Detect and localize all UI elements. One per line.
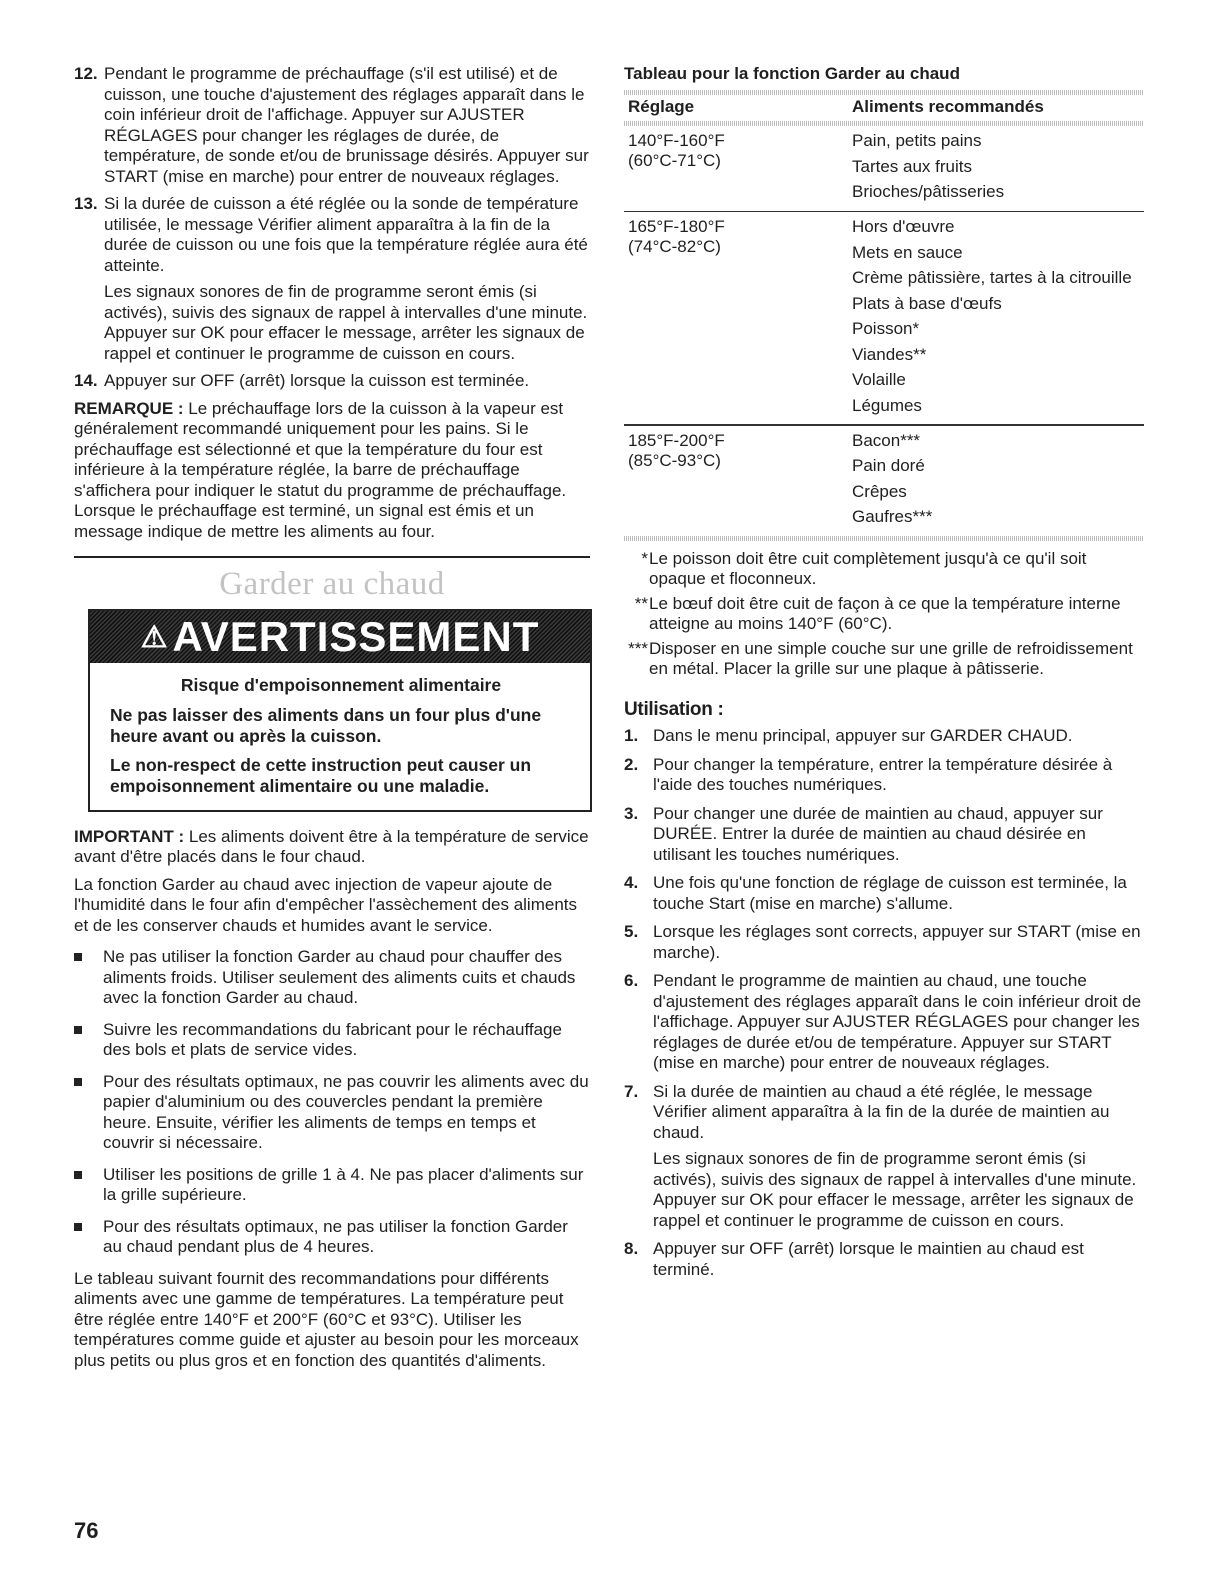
section-title: Garder au chaud <box>219 566 445 602</box>
step-text: Une fois qu'une fonction de réglage de cuisson est terminée, la touche Start (mise en marche) s'allume. <box>653 873 1127 913</box>
table-title: Tableau pour la fonction Garder au chaud <box>624 64 960 83</box>
bullet-text: Pour des résultats optimaux, ne pas couvrir les aliments avec du papier d'aluminium ou des couvercles pendant la première heure. Ensuite, vérifier les aliments de temps en temps et couvrir si nécessaire. <box>103 1071 589 1152</box>
footnote-marker: ** <box>634 593 648 613</box>
bullet-item <box>74 947 590 1009</box>
food-item: Viandes** <box>852 344 927 364</box>
food-item: Plats à base d'œufs <box>852 293 1002 313</box>
bullet-square-icon <box>74 1171 82 1179</box>
step-number: 1. <box>624 726 639 745</box>
table-row <box>624 212 1144 424</box>
util-step-7 <box>624 1082 1144 1232</box>
step-number: 13. <box>74 194 98 213</box>
header-reglage: Réglage <box>628 96 695 116</box>
step-13 <box>74 194 590 364</box>
step-text: Pour changer une durée de maintien au chaud, appuyer sur DURÉE. Entrer la durée de maintien au chaud désirée en utilisant les touches numériques. <box>653 803 1103 864</box>
food-item: Légumes <box>852 395 922 415</box>
step-text: Appuyer sur OFF (arrêt) lorsque la cuisson est terminée. <box>104 371 530 390</box>
step-number: 7. <box>624 1081 639 1101</box>
util-step-3 <box>624 804 1144 866</box>
util-step-4 <box>624 873 1144 914</box>
food-item: Pain, petits pains <box>852 131 982 150</box>
footnote <box>624 594 1144 635</box>
warning-header-text: AVERTISSEMENT <box>172 612 540 660</box>
step-number: 4. <box>624 873 639 892</box>
step-number: 12. <box>74 64 98 83</box>
table-bottom-shade <box>624 536 1144 541</box>
food-item: Crème pâtissière, tartes à la citrouille <box>852 268 1132 287</box>
step-number: 8. <box>624 1239 639 1258</box>
intro-paragraph: La fonction Garder au chaud avec injection de vapeur ajoute de l'humidité dans le four afin d'empêcher l'assèchement des aliments et de les conserver chauds et humides avant le service. <box>74 874 578 935</box>
footnote-text: Disposer en une simple couche sur une grille de refroidissement en métal. Placer la grille sur une plaque à pâtisserie. <box>649 638 1133 678</box>
step-number: 5. <box>624 922 639 941</box>
temperature-cell <box>624 431 852 533</box>
warning-title: Risque d'empoisonnement alimentaire <box>180 674 502 695</box>
bullet-square-icon <box>74 1078 82 1086</box>
bullet-text: Ne pas utiliser la fonction Garder au chaud pour chauffer des aliments froids. Utiliser seulement des aliments cuits et chauds avec la fonction Garder au chaud. <box>103 947 576 1007</box>
warning-triangle-icon: ⚠ <box>140 620 169 654</box>
footnote-text: Le bœuf doit être cuit de façon à ce que la température interne atteigne au moins 140°F (60°C). <box>649 593 1121 633</box>
temp-celsius: (60°C-71°C) <box>628 151 721 170</box>
footnote-text: Le poisson doit être cuit complètement jusqu'à ce qu'il soit opaque et floconneux. <box>649 548 1087 588</box>
step-text: Pendant le programme de maintien au chaud, une touche d'ajustement des réglages apparaît dans le coin inférieur droit de l'affichage. Appuyer sur AJUSTER RÉGLAGES pour changer les réglages de durée et/ou de température. Appuyer sur START (mise en marche) pour entrer de nouveaux réglages. <box>653 971 1142 1072</box>
food-item: Gaufres*** <box>852 507 933 526</box>
food-item: Brioches/pâtisseries <box>852 182 1005 201</box>
step-number: 6. <box>624 971 639 990</box>
step-extra-text: Les signaux sonores de fin de programme seront émis (si activés), suivis des signaux de rappel à intervalles d'une minute. Appuyer sur OK pour effacer le message, arrêter les signaux de rappel et continuer le programme de cuisson en cours. <box>653 1149 1137 1230</box>
step-text: Pour changer la température, entrer la température désirée à l'aide des touches numériques. <box>653 754 1113 794</box>
step-text: Dans le menu principal, appuyer sur GARDER CHAUD. <box>653 726 1073 745</box>
step-number: 14. <box>74 371 98 390</box>
foods-cell <box>852 217 1144 421</box>
left-column <box>74 64 590 1371</box>
right-column <box>624 64 1144 1288</box>
food-item: Mets en sauce <box>852 242 963 262</box>
footnote-marker: * <box>641 548 648 568</box>
step-12 <box>74 64 590 187</box>
food-item: Bacon*** <box>852 430 921 450</box>
warning-line-2: Le non-respect de cette instruction peut causer un empoisonnement alimentaire ou une maladie. <box>110 754 532 796</box>
bullet-item <box>74 1072 590 1154</box>
page-number: 76 <box>74 1518 99 1543</box>
bullet-item <box>74 1020 590 1061</box>
remarque-note <box>74 399 590 543</box>
bullet-item <box>74 1165 590 1206</box>
food-item: Tartes aux fruits <box>852 156 972 176</box>
utilisation-heading: Utilisation : <box>624 698 724 720</box>
bullet-text: Pour des résultats optimaux, ne pas utiliser la fonction Garder au chaud pendant plus de 4 heures. <box>103 1216 568 1256</box>
util-step-8 <box>624 1239 1144 1280</box>
step-number: 2. <box>624 754 639 774</box>
bullet-item <box>74 1217 590 1258</box>
temp-fahrenheit: 165°F-180°F <box>628 217 725 236</box>
bullet-square-icon <box>74 953 82 961</box>
table-row <box>624 126 1144 211</box>
temperature-cell <box>624 131 852 208</box>
food-item: Poisson* <box>852 319 920 338</box>
warning-body <box>90 663 590 810</box>
temp-fahrenheit: 185°F-200°F <box>628 430 725 450</box>
table-row <box>624 426 1144 536</box>
table-intro-paragraph: Le tableau suivant fournit des recommandations pour différents aliments avec une gamme de températures. La température peut être réglée entre 140°F et 200°F (60°C et 93°C). Utiliser les températures comme guide et ajuster au besoin pour les morceaux plus petits ou plus gros et en fonction des quantités d'aliments. <box>74 1268 579 1370</box>
warning-line-1: Ne pas laisser des aliments dans un four plus d'une heure avant ou après la cuisson. <box>110 704 542 746</box>
foods-cell <box>852 431 1144 533</box>
food-item: Pain doré <box>852 456 925 475</box>
step-14 <box>74 371 590 392</box>
food-item: Crêpes <box>852 481 907 501</box>
temperature-cell <box>624 217 852 421</box>
step-text: Si la durée de maintien au chaud a été réglée, le message Vérifier aliment apparaîtra à la fin de la durée de maintien au chaud. <box>653 1081 1110 1142</box>
step-extra-text: Les signaux sonores de fin de programme seront émis (si activés), suivis des signaux de rappel à intervalles d'une minute. Appuyer sur OK pour effacer le message, arrêter les signaux de rappel et continuer le programme de cuisson en cours. <box>104 282 588 363</box>
util-step-2 <box>624 755 1144 796</box>
util-step-1 <box>624 726 1144 747</box>
foods-cell <box>852 131 1144 208</box>
footnote <box>624 549 1144 590</box>
util-step-6 <box>624 971 1144 1074</box>
step-number: 3. <box>624 803 639 823</box>
util-step-5 <box>624 922 1144 963</box>
header-aliments: Aliments recommandés <box>852 96 1044 116</box>
temp-fahrenheit: 140°F-160°F <box>628 131 725 150</box>
food-item: Hors d'œuvre <box>852 217 955 236</box>
warning-header <box>90 611 590 663</box>
bullet-text: Suivre les recommandations du fabricant pour le réchauffage des bols et plats de service vides. <box>103 1019 562 1059</box>
important-label: IMPORTANT : <box>74 826 185 846</box>
table-header-row <box>624 95 1144 122</box>
step-text: Appuyer sur OFF (arrêt) lorsque le maintien au chaud est terminé. <box>653 1239 1084 1279</box>
step-text: Si la durée de cuisson a été réglée ou la sonde de température utilisée, le message Vérifier aliment apparaîtra à la fin de la durée de cuisson ou une fois que la température réglée aura été atteinte. <box>104 194 588 275</box>
step-text: Lorsque les réglages sont corrects, appuyer sur START (mise en marche). <box>653 922 1141 962</box>
footnote-marker: *** <box>628 638 648 658</box>
temp-celsius: (74°C-82°C) <box>628 237 721 256</box>
bullet-square-icon <box>74 1223 82 1231</box>
remarque-label: REMARQUE : <box>74 398 184 418</box>
remarque-text: Le préchauffage lors de la cuisson à la vapeur est généralement recommandé uniquement pour les pains. Si le préchauffage est sélectionné et que la température du four est inférieure à la température réglée, la barre de préchauffage s'affichera pour indiquer le statut du programme de préchauffage. Lorsque le préchauffage est terminé, un signal est émis et un message indique de mettre les aliments au four. <box>74 398 567 541</box>
warning-box <box>88 609 592 812</box>
food-item: Volaille <box>852 370 906 389</box>
step-text: Pendant le programme de préchauffage (s'il est utilisé) et de cuisson, une touche d'ajustement des réglages apparaît dans le coin inférieur droit de l'affichage. Appuyer sur AJUSTER RÉGLAGES pour changer les réglages de durée, de température, de sonde et/ou de brunissage désirés. Appuyer sur START (mise en marche) pour entrer de nouveaux réglages. <box>104 64 589 186</box>
footnote <box>624 639 1144 680</box>
bullet-square-icon <box>74 1026 82 1034</box>
important-text: Les aliments doivent être à la température de service avant d'être placés dans le four chaud. <box>74 826 589 866</box>
important-note <box>74 827 590 868</box>
temp-celsius: (85°C-93°C) <box>628 450 721 470</box>
section-divider <box>74 556 590 558</box>
bullet-text: Utiliser les positions de grille 1 à 4. Ne pas placer d'aliments sur la grille supérieure. <box>103 1164 584 1204</box>
